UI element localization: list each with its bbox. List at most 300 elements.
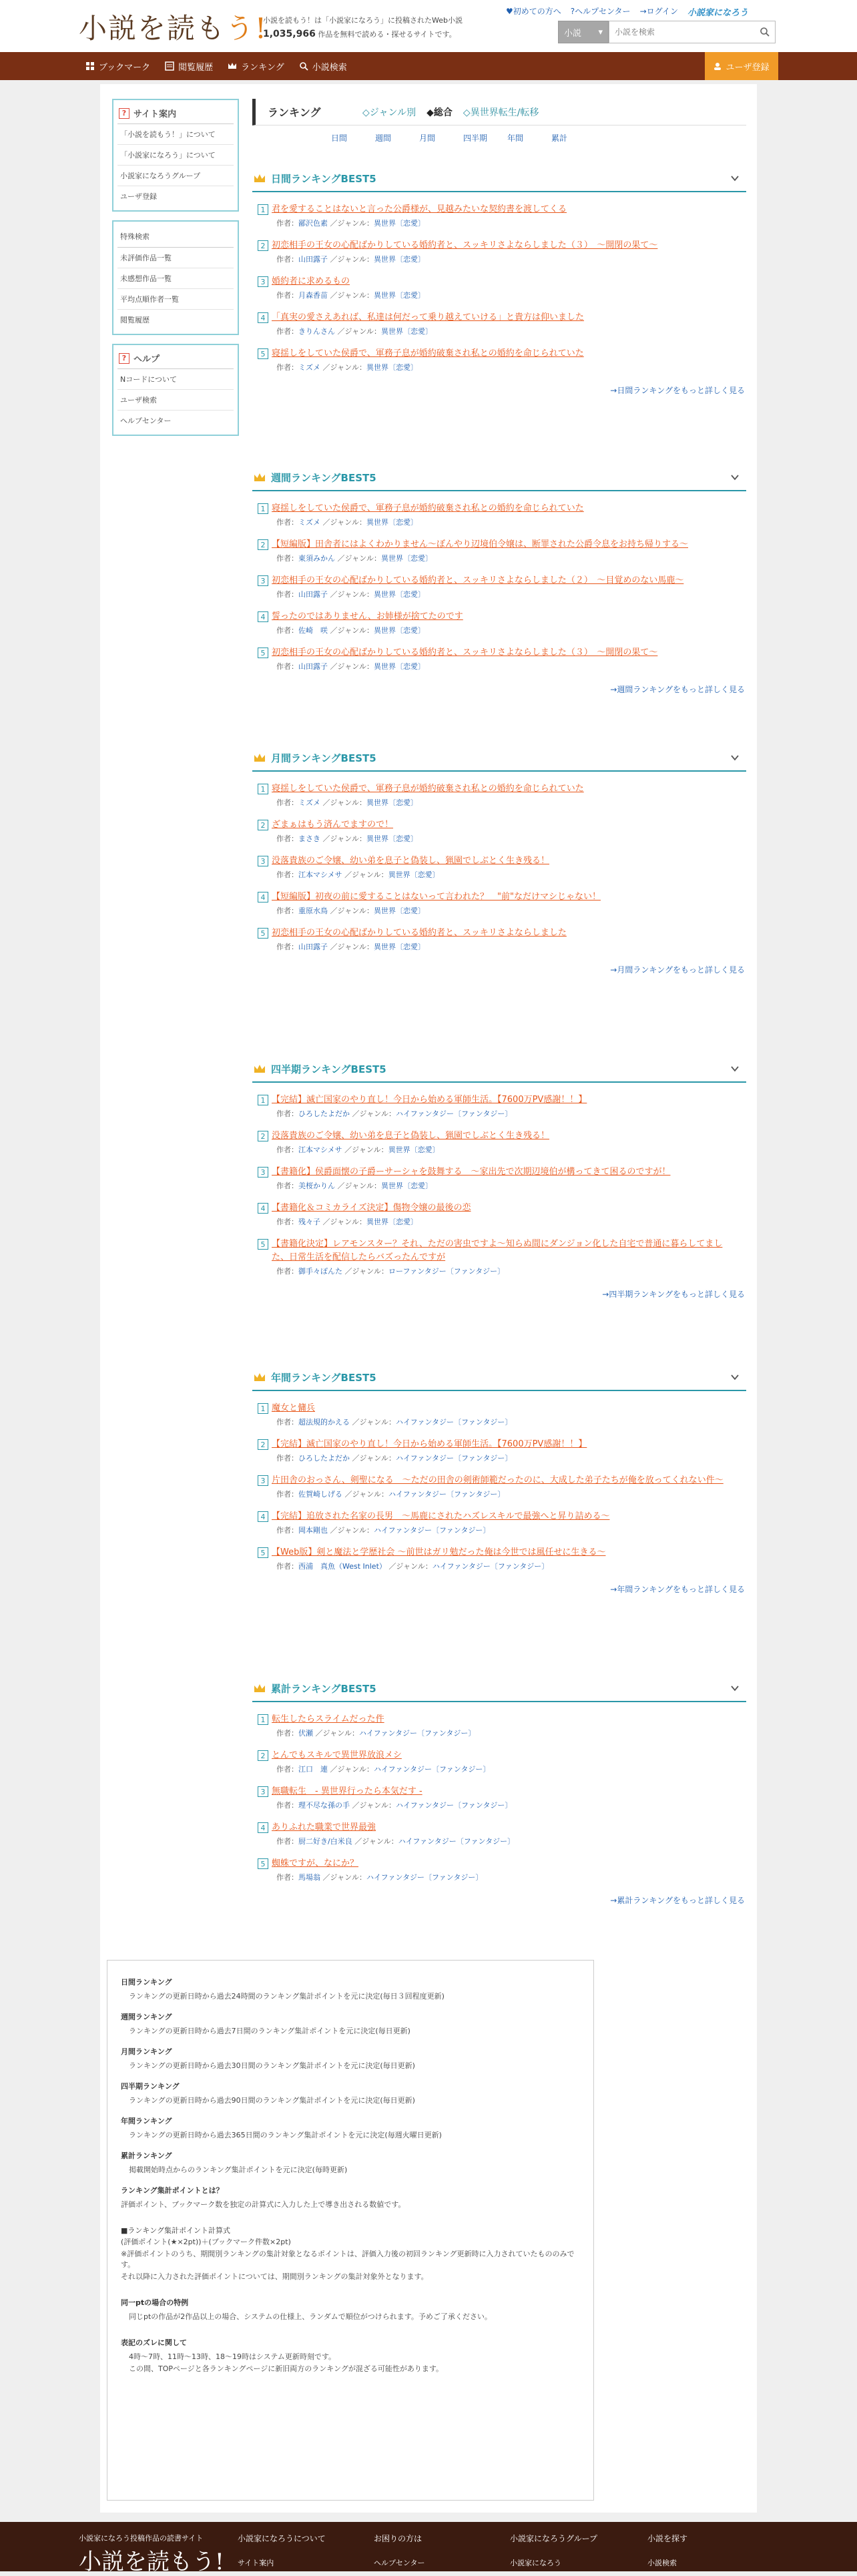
work-title-link[interactable]: 初恋相手の王女の心配ばかりしている婚約者と、スッキリさよならしました: [272, 928, 567, 938]
genre-link[interactable]: 異世界〔恋愛〕: [381, 1182, 433, 1190]
sidebar-item-unrated[interactable]: 未評価作品一覧: [117, 248, 234, 268]
info-text: ランキングの更新日時から過去365日間のランキング集計ポイントを元に決定(毎週火曜日更新): [129, 2131, 442, 2139]
author-label: 作者：: [276, 1145, 298, 1154]
section-header: [252, 1364, 746, 1391]
genre-link[interactable]: 異世界〔恋愛〕: [381, 554, 433, 563]
footer-link[interactable]: サイト案内: [238, 2559, 274, 2567]
work-count: 1,035,966 作品を無料で読める・探せるサイトです。: [263, 29, 457, 39]
work-title-link[interactable]: 初恋相手の王女の心配ばかりしている婚約者と、スッキリさよならしました（３） ～開閉の果て～: [272, 240, 658, 250]
search-icon[interactable]: [760, 27, 770, 37]
search-input[interactable]: [609, 21, 776, 43]
work-title-link[interactable]: 寝揺しをしていた侯爵で、軍務子息が婚約破棄され私との婚約を命じられていた: [272, 503, 584, 513]
author-label: 作者：: [276, 1765, 298, 1774]
ranking-item: [252, 1402, 746, 1427]
question-icon: ?: [119, 108, 129, 119]
rank-number: 5: [258, 1239, 268, 1250]
genre-link[interactable]: ハイファンタジー〔ファンタジー〕: [396, 1801, 513, 1810]
rank-number: 3: [258, 575, 268, 586]
nav-history[interactable]: 閲覧履歴: [165, 60, 213, 73]
genre-link[interactable]: ハイファンタジー〔ファンタジー〕: [398, 1837, 515, 1846]
work-meta: [276, 218, 746, 228]
info-text: 同じptの作品が2作品以上の場合、システムの仕様上、ランダムで順位がつけられます。予めご了承ください。: [129, 2312, 492, 2321]
footer-link[interactable]: ヘルプセンター: [374, 2559, 425, 2567]
author-link[interactable]: まさき: [298, 834, 320, 843]
work-title-link[interactable]: とんでもスキルで異世界放浪メシ: [272, 1750, 402, 1760]
search-type-select[interactable]: 小説 ▾: [558, 21, 609, 43]
sidebar-item-group[interactable]: 小説家になろうグループ: [117, 166, 234, 186]
ranking-item: [252, 1749, 746, 1774]
work-meta: [276, 1416, 746, 1427]
rank-number: 1: [258, 204, 268, 215]
genre-link[interactable]: ハイファンタジー〔ファンタジー〕: [374, 1526, 491, 1535]
work-title-link[interactable]: 寝揺しをしていた侯爵で、軍務子息が婚約破棄され私との婚約を命じられていた: [272, 784, 584, 794]
work-title-link[interactable]: 【完結】追放された名家の長男 ～馬鹿にされたハズレスキルで最強へと昇り詰める～: [272, 1511, 610, 1521]
rank-number: 3: [258, 276, 268, 287]
rank-number: 4: [258, 312, 268, 323]
footer-col-help: [374, 2533, 424, 2568]
work-title-link[interactable]: 没落貴族のご令嬢、幼い弟を息子と偽装し、猟園でしぶとく生き残る！: [272, 856, 550, 866]
crown-icon: [254, 173, 266, 184]
author-label: 作者：: [276, 1109, 298, 1118]
genre-link[interactable]: ハイファンタジー〔ファンタジー〕: [432, 1562, 549, 1571]
author-label: 作者：: [276, 1454, 298, 1463]
crown-icon: [254, 1372, 266, 1382]
genre-label: ／ジャンル：: [344, 1267, 389, 1276]
footer-col-search: [647, 2533, 687, 2568]
chevron-down-icon[interactable]: [730, 1684, 740, 1693]
section-title: 年間ランキングBEST5: [271, 1371, 376, 1384]
sidebar-item-about-narou[interactable]: 「小説家になろう」について: [117, 145, 234, 166]
ranking-item: [252, 782, 746, 808]
chevron-down-icon[interactable]: [730, 174, 740, 183]
period-total[interactable]: 累計: [551, 134, 568, 143]
author-link[interactable]: 江本マシメサ: [298, 1145, 342, 1154]
more-ranking-link[interactable]: →四半期ランキングをもっと詳しく見る: [602, 1290, 745, 1299]
author-link[interactable]: 東須みかん: [298, 554, 335, 563]
link-beginners[interactable]: ♥初めての方へ: [506, 7, 561, 16]
ranking-item: [252, 1166, 746, 1191]
info-text: ランキングの更新日時から過去30日間のランキング集計ポイントを元に決定(毎日更新): [129, 2061, 415, 2070]
genre-label: ／ジャンル：: [337, 1182, 382, 1190]
chevron-down-icon: ▾: [598, 27, 603, 37]
work-meta: [276, 869, 746, 880]
genre-link[interactable]: 異世界〔恋愛〕: [374, 255, 426, 264]
work-meta: [276, 553, 746, 563]
ranking-item: [252, 610, 746, 635]
rank-number: 4: [258, 892, 268, 903]
ranking-item: [252, 927, 746, 952]
ranking-item: [252, 502, 746, 527]
ranking-item: [252, 1510, 746, 1535]
ranking-section: [252, 1676, 746, 1906]
genre-link[interactable]: 異世界〔恋愛〕: [381, 327, 433, 336]
period-monthly[interactable]: 月間: [419, 134, 436, 143]
header-links: [506, 5, 748, 18]
work-title-link[interactable]: 無職転生 - 異世界行ったら本気だす -: [272, 1786, 422, 1796]
rank-number: 2: [258, 240, 268, 251]
work-meta: [276, 1180, 746, 1191]
genre-link[interactable]: 異世界〔恋愛〕: [374, 219, 426, 228]
more-ranking-link[interactable]: →月間ランキングをもっと詳しく見る: [610, 965, 745, 975]
author-link[interactable]: 鄙沢色素: [298, 219, 328, 228]
footer-link[interactable]: 小説家になろう: [510, 2559, 561, 2567]
ranking-item: [252, 1202, 746, 1227]
link-login[interactable]: →ログイン: [639, 7, 679, 16]
ranking-item: [252, 1546, 746, 1571]
author-link[interactable]: 江口 連: [298, 1765, 328, 1774]
more-ranking-link[interactable]: →日間ランキングをもっと詳しく見る: [610, 386, 745, 395]
work-meta: [276, 1266, 746, 1276]
site-header: [0, 0, 857, 52]
chevron-down-icon[interactable]: [730, 473, 740, 482]
work-meta: [276, 1728, 746, 1738]
author-link[interactable]: 美桜かりん: [298, 1182, 335, 1190]
rank-number: 4: [258, 1511, 268, 1522]
work-title-link[interactable]: 【書籍化＆コミカライズ決定】傷物令嬢の最後の恋: [272, 1203, 471, 1213]
special-search-heading: 特殊検索: [117, 226, 234, 248]
nav-ranking[interactable]: ランキング: [228, 60, 284, 73]
info-text: 掲載開始時点からのランキング集計ポイントを元に決定(毎時更新): [129, 2165, 348, 2174]
link-narou[interactable]: 小説家になろう: [687, 8, 749, 18]
genre-label: ／ジャンル：: [330, 590, 374, 599]
author-label: 作者：: [276, 907, 298, 915]
rank-number: 1: [258, 1095, 268, 1105]
info-text: この間、TOPページと各ランキングページに新旧両方のランキングが混ざる可能性があります。: [129, 2364, 444, 2373]
work-meta: [276, 1216, 746, 1227]
ranking-item: [252, 239, 746, 264]
rank-number: 2: [258, 1439, 268, 1450]
sidebar-item-about-yomou[interactable]: 「小説を読もう！」について: [117, 124, 234, 145]
chevron-down-icon[interactable]: [730, 1372, 740, 1382]
info-heading: 年間ランキング: [121, 2117, 172, 2125]
sidebar-item-no-review[interactable]: 未感想作品一覧: [117, 268, 234, 289]
info-heading: 週間ランキング: [121, 2013, 172, 2021]
rank-number: 5: [258, 1547, 268, 1558]
work-title-link[interactable]: 君を愛することはないと言った公爵様が、見越みたいな契約書を渡してくる: [272, 204, 567, 214]
author-label: 作者：: [276, 291, 298, 300]
sidebar-item-avg-authors[interactable]: 平均点順作者一覧: [117, 289, 234, 310]
author-link[interactable]: ひろしたよだか: [298, 1454, 350, 1463]
chevron-down-icon[interactable]: [730, 753, 740, 762]
genre-label: ／ジャンル：: [337, 554, 382, 563]
crown-icon: [228, 61, 237, 71]
site-logo[interactable]: 小説を読もう!: [79, 12, 268, 45]
work-title-link[interactable]: 【Web版】剣と魔法と学歴社会 ～前世はガリ勉だった俺は今世では風任せに生きる～: [272, 1547, 606, 1557]
genre-label: ／ジャンル：: [344, 1145, 388, 1154]
genre-link[interactable]: 異世界〔恋愛〕: [366, 1218, 418, 1226]
genre-label: ／ジャンル：: [322, 363, 367, 372]
work-title-link[interactable]: 【完結】滅亡国家のやり直し！今日から始める軍師生活。【7600万PV感謝！！】: [272, 1095, 587, 1105]
genre-link[interactable]: 異世界〔恋愛〕: [388, 870, 440, 879]
rank-number: 4: [258, 611, 268, 622]
author-link[interactable]: ミズメ: [298, 798, 320, 807]
info-text: ランキングの更新日時から過去24時間のランキング集計ポイントを元に決定(毎日３回程度更新): [129, 1992, 445, 2001]
section-title: 月間ランキングBEST5: [271, 752, 376, 764]
genre-label: ／ジャンル：: [337, 327, 382, 336]
ranking-item: [252, 818, 746, 844]
ranking-item: [252, 1238, 746, 1276]
author-link[interactable]: 江本マシメサ: [298, 870, 342, 879]
genre-link[interactable]: 異世界〔恋愛〕: [374, 590, 426, 599]
author-label: 作者：: [276, 1873, 298, 1882]
page-title: ランキング: [268, 106, 321, 119]
period-daily[interactable]: 日間: [331, 134, 348, 143]
author-link[interactable]: 重原水鳥: [298, 907, 328, 915]
genre-link[interactable]: 異世界〔恋愛〕: [366, 363, 418, 372]
rank-number: 5: [258, 1858, 268, 1869]
info-text: 評価ポイント、ブックマーク数を独定の計算式に入力した上で導き出される数値です。: [121, 2200, 406, 2209]
genre-link[interactable]: ハイファンタジー〔ファンタジー〕: [388, 1490, 505, 1499]
info-heading: 同一ptの場合の特例: [121, 2298, 189, 2307]
site-description: 小説を読もう！は「小説家になろう」に投稿されたWeb小説: [263, 16, 463, 25]
rank-number: 1: [258, 503, 268, 514]
chevron-down-icon[interactable]: [730, 1064, 740, 1073]
author-link[interactable]: 山田露子: [298, 590, 328, 599]
author-link[interactable]: 山田露子: [298, 943, 328, 951]
author-link[interactable]: きりんさん: [298, 327, 335, 336]
ranking-item: [252, 347, 746, 372]
genre-label: ／ジャンル：: [330, 943, 374, 951]
author-link[interactable]: 理不尽な孫の手: [298, 1801, 350, 1810]
genre-link[interactable]: 異世界〔恋愛〕: [366, 834, 418, 843]
author-link[interactable]: 西浦 真魚（West Inlet）: [298, 1562, 386, 1571]
sidebar-item-register[interactable]: ユーザ登録: [120, 192, 157, 201]
more-ranking-link[interactable]: →週間ランキングをもっと詳しく見る: [610, 685, 745, 694]
ranking-item: [252, 1857, 746, 1882]
link-help-center[interactable]: ?ヘルプセンター: [570, 7, 631, 16]
info-heading: ランキング集計ポイントとは？: [121, 2186, 224, 2195]
more-ranking-link[interactable]: →累計ランキングをもっと詳しく見る: [610, 1896, 745, 1905]
work-title-link[interactable]: 「真実の愛さえあれば、私達は何だって乗り越えていける」と貴方は仰いました: [272, 312, 585, 322]
genre-label: ／ジャンル：: [344, 870, 388, 879]
ranking-item: [252, 890, 746, 916]
genre-label: ／ジャンル：: [330, 1526, 374, 1535]
bookmark-icon: [85, 61, 95, 71]
tab-isekai[interactable]: ◇異世界転生/転移: [463, 107, 539, 118]
work-title-link[interactable]: 婚約者に求めるもの: [272, 276, 350, 286]
work-title-link[interactable]: 蜘蛛ですが、なにか？: [272, 1858, 359, 1868]
work-meta: [276, 833, 746, 844]
genre-label: ／ジャンル：: [352, 1109, 396, 1118]
author-link[interactable]: ひろしたよだか: [298, 1109, 350, 1118]
rank-number: 3: [258, 856, 268, 866]
footer-logo[interactable]: 小説を読もう!: [79, 2549, 224, 2575]
work-title-link[interactable]: 【書籍化決定】レアモンスター？それ、ただの害虫ですよ～知らぬ間にダンジョン化した自宅で普通に暮らしてました、日常生活を配信したらバズったんですが: [272, 1239, 723, 1262]
rank-number: 2: [258, 1131, 268, 1141]
author-link[interactable]: 佐崎 咲: [298, 626, 328, 635]
ranking-item: [252, 646, 746, 672]
rank-number: 3: [258, 1475, 268, 1486]
work-title-link[interactable]: ありふれた職業で世界最強: [272, 1822, 376, 1832]
genre-link[interactable]: 異世界〔恋愛〕: [374, 291, 426, 300]
work-meta: [276, 797, 746, 808]
work-title-link[interactable]: 【短編版】初夜の前に愛することはないって言われた？ "前"なだけマシじゃない！: [272, 892, 601, 902]
work-title-link[interactable]: 誓ったのではありません、お姉様が捨てたのです: [272, 611, 463, 621]
genre-link[interactable]: 異世界〔恋愛〕: [366, 798, 418, 807]
work-title-link[interactable]: 初恋相手の王女の心配ばかりしている婚約者と、スッキリさよならしました（２） ～目覚めのない馬鹿～: [272, 575, 684, 585]
period-yearly[interactable]: 年間: [507, 134, 524, 143]
author-label: 作者：: [276, 1218, 298, 1226]
genre-label: ／ジャンル：: [388, 1562, 433, 1571]
footer-col-group: [510, 2533, 597, 2568]
main-nav: [0, 52, 857, 80]
author-link[interactable]: 御手々ぽんた: [298, 1267, 342, 1276]
author-link[interactable]: ミズメ: [298, 363, 320, 372]
period-quarterly[interactable]: 四半期: [463, 134, 488, 143]
info-text: (評価ポイント(★×2pt))＋(ブックマーク件数×2pt): [121, 2238, 291, 2246]
work-meta: [276, 1561, 746, 1571]
author-link[interactable]: 馬場翁: [298, 1873, 320, 1882]
sidebar-special-search: [112, 220, 239, 335]
genre-link[interactable]: ローファンタジー〔ファンタジー〕: [388, 1267, 505, 1276]
footer-subtitle: 小説家になろう投稿作品の読書サイト: [79, 2534, 204, 2543]
author-label: 作者：: [276, 1267, 298, 1276]
rank-number: 1: [258, 784, 268, 794]
author-label: 作者：: [276, 1418, 298, 1427]
genre-label: ／ジャンル：: [322, 834, 367, 843]
author-link[interactable]: 佐賀崎しげる: [298, 1490, 342, 1499]
work-meta: [276, 905, 746, 916]
author-label: 作者：: [276, 943, 298, 951]
section-header: [252, 465, 746, 491]
search-icon: [299, 61, 308, 71]
footer-col-head: お困りの方は: [374, 2534, 422, 2543]
ranking-item: [252, 1821, 746, 1846]
info-heading: 累計ランキング: [121, 2151, 172, 2160]
author-label: 作者：: [276, 1801, 298, 1810]
work-meta: [276, 326, 746, 336]
genre-link[interactable]: 異世界〔恋愛〕: [366, 518, 418, 527]
author-label: 作者：: [276, 590, 298, 599]
genre-link[interactable]: ハイファンタジー〔ファンタジー〕: [396, 1109, 513, 1118]
work-title-link[interactable]: 魔女と傭兵: [272, 1403, 316, 1413]
work-meta: [276, 589, 746, 599]
genre-link[interactable]: ハイファンタジー〔ファンタジー〕: [396, 1454, 513, 1463]
tab-overall[interactable]: ◆総合: [426, 107, 453, 118]
work-meta: [276, 1764, 746, 1774]
author-label: 作者：: [276, 219, 298, 228]
crown-icon: [254, 472, 266, 483]
section-title: 四半期ランキングBEST5: [271, 1063, 386, 1075]
author-label: 作者：: [276, 626, 298, 635]
work-meta: [276, 1108, 746, 1119]
ranking-tabbar: [252, 99, 746, 125]
author-link[interactable]: 岡本剛也: [298, 1526, 328, 1535]
genre-label: ／ジャンル：: [330, 255, 374, 264]
genre-link[interactable]: 異世界〔恋愛〕: [374, 943, 426, 951]
work-title-link[interactable]: ざまぁはもう済んでますので！: [272, 820, 394, 830]
sidebar-item-history[interactable]: 閲覧履歴: [120, 316, 150, 324]
sidebar-item-help-center[interactable]: ヘルプセンター: [120, 417, 172, 425]
genre-link[interactable]: ハイファンタジー〔ファンタジー〕: [359, 1729, 476, 1738]
genre-label: ／ジャンル：: [344, 1490, 389, 1499]
author-label: 作者：: [276, 870, 298, 879]
rank-number: 5: [258, 348, 268, 359]
nav-bookmark[interactable]: ブックマーク: [85, 60, 150, 73]
crown-icon: [254, 1683, 266, 1694]
work-title-link[interactable]: 【短編版】田舎者にはよくわかりません～ぼんやり辺境伯令嬢は、断罪された公爵令息をお持ち帰りする～: [272, 539, 689, 549]
info-text: ランキングの更新日時から過去90日間のランキング集計ポイントを元に決定(毎日更新): [129, 2096, 415, 2105]
info-text: 4時〜7時、11時〜13時、18〜19時はシステム更新時刻です。: [129, 2352, 336, 2361]
tab-genre[interactable]: ◇ジャンル別: [362, 107, 416, 118]
rank-number: 2: [258, 539, 268, 550]
genre-link[interactable]: 異世界〔恋愛〕: [374, 626, 426, 635]
info-text: それ以降に入力された評価ポイントについては、期間別ランキングの集計対象外となります。: [121, 2272, 429, 2281]
rank-number: 4: [258, 1822, 268, 1833]
work-title-link[interactable]: 初恋相手の王女の心配ばかりしている婚約者と、スッキリさよならしました（３） ～開閉の果て～: [272, 648, 658, 658]
main-content: [252, 99, 746, 1905]
ranking-section: [252, 745, 746, 975]
work-meta: [276, 254, 746, 264]
period-weekly[interactable]: 週間: [375, 134, 392, 143]
section-header: [252, 166, 746, 192]
sidebar-item-user-search[interactable]: ユーザ検索: [117, 390, 234, 411]
section-header: [252, 1676, 746, 1702]
rank-number: 1: [258, 1403, 268, 1414]
work-meta: [276, 1836, 746, 1846]
sidebar-item-ncode[interactable]: Nコードについて: [117, 369, 234, 390]
author-link[interactable]: 伏瀬: [298, 1729, 313, 1738]
author-label: 作者：: [276, 1490, 298, 1499]
section-title: 日間ランキングBEST5: [271, 172, 376, 185]
genre-link[interactable]: ハイファンタジー〔ファンタジー〕: [374, 1765, 491, 1774]
work-title-link[interactable]: 転生したらスライムだった件: [272, 1714, 384, 1724]
rank-number: 5: [258, 928, 268, 939]
ranking-section: [252, 465, 746, 695]
work-title-link[interactable]: 【書籍化】侯爵面懐の子爵ーサーシャを鼓舞する ～家出先で次期辺境伯が構ってきて困るのですが！: [272, 1167, 671, 1177]
genre-link[interactable]: ハイファンタジー〔ファンタジー〕: [366, 1873, 483, 1882]
genre-link[interactable]: 異世界〔恋愛〕: [374, 662, 426, 671]
author-link[interactable]: 山田露子: [298, 662, 328, 671]
ranking-item: [252, 574, 746, 599]
author-label: 作者：: [276, 798, 298, 807]
genre-label: ／ジャンル：: [354, 1837, 398, 1846]
ranking-item: [252, 1438, 746, 1463]
nav-novel-search[interactable]: 小説検索: [299, 60, 347, 73]
history-icon: [165, 61, 174, 71]
genre-link[interactable]: ハイファンタジー〔ファンタジー〕: [396, 1418, 513, 1427]
work-title-link[interactable]: 寝揺しをしていた侯爵で、軍務子息が婚約破棄され私との婚約を命じられていた: [272, 348, 584, 358]
ranking-item: [252, 275, 746, 300]
work-title-link[interactable]: 【完結】滅亡国家のやり直し！今日から始める軍師生活。【7600万PV感謝！！】: [272, 1439, 587, 1449]
work-title-link[interactable]: 没落貴族のご令嬢、幼い弟を息子と偽装し、猟園でしぶとく生き残る！: [272, 1131, 550, 1141]
ranking-item: [252, 538, 746, 563]
footer-link[interactable]: 小説検索: [647, 2559, 677, 2567]
author-link[interactable]: 厨二好き/白米良: [298, 1837, 352, 1846]
section-header: [252, 1056, 746, 1083]
genre-link[interactable]: 異世界〔恋愛〕: [374, 907, 426, 915]
user-register-button[interactable]: ユーザ登録: [705, 52, 778, 80]
section-title: 週間ランキングBEST5: [271, 471, 376, 484]
info-heading: 月間ランキング: [121, 2047, 172, 2056]
author-link[interactable]: 残々子: [298, 1218, 320, 1226]
more-ranking-link[interactable]: →年間ランキングをもっと詳しく見る: [610, 1585, 745, 1594]
question-icon: ?: [119, 353, 129, 364]
author-link[interactable]: 月森香苗: [298, 291, 328, 300]
genre-label: ／ジャンル：: [330, 626, 374, 635]
work-title-link[interactable]: 片田舎のおっさん、剣聖になる ～ただの田舎の剣術師範だったのに、大成した弟子たちが俺を放ってくれない件～: [272, 1475, 724, 1485]
ranking-item: [252, 203, 746, 228]
author-link[interactable]: 山田露子: [298, 255, 328, 264]
author-link[interactable]: ミズメ: [298, 518, 320, 527]
author-link[interactable]: 超法規的かえる: [298, 1418, 350, 1427]
info-text: ※評価ポイントのうち、期間別ランキングの集計対象となるポイントは、評価入力後の初回ランキング更新時に入力されていたもののみです。: [121, 2250, 575, 2269]
footer-col-head: 小説家になろうグループ: [510, 2534, 598, 2543]
genre-label: ／ジャンル：: [322, 1873, 367, 1882]
genre-link[interactable]: 異世界〔恋愛〕: [388, 1145, 440, 1154]
info-heading: ■ランキング集計ポイント計算式: [121, 2226, 231, 2235]
ranking-item: [252, 1129, 746, 1155]
